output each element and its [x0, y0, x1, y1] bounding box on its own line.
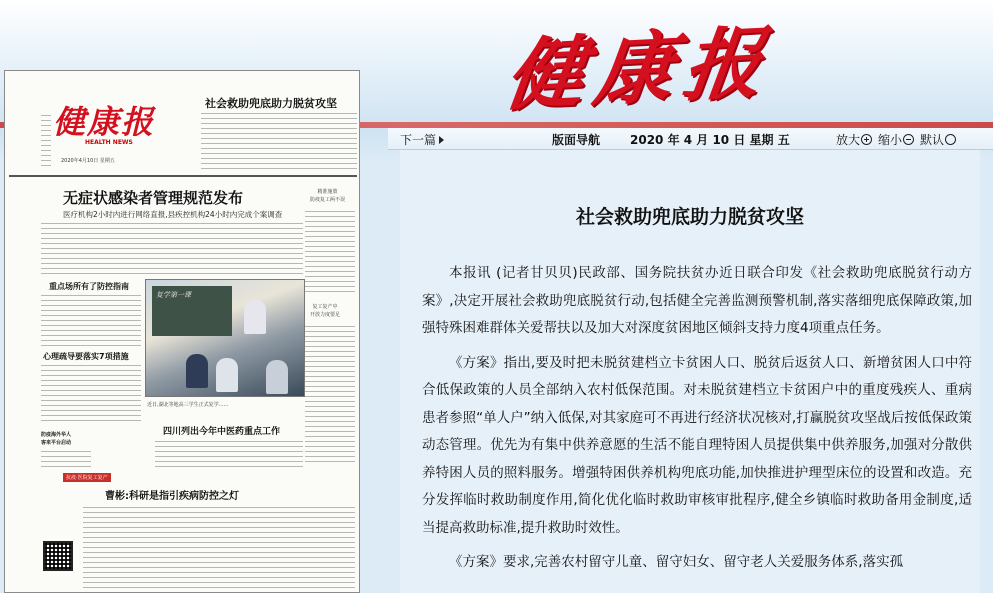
thumb-text-block: [41, 295, 141, 347]
thumb-divider: [9, 175, 357, 177]
triangle-right-icon: [439, 136, 444, 144]
article-navbar: [388, 128, 993, 150]
issue-date: 2020 年 4 月 10 日 星期 五: [630, 133, 790, 147]
article-paragraph: 《方案》指出,要及时把未脱贫建档立卡贫困人口、脱贫后返贫人口、新增贫困人口中符合低保政策的人员全部纳入农村低保范围。对未脱贫建档立卡贫困户中的重度残疾人、重病患者参照“单人户”纳入低保,对其家庭可不再进行经济状况核对,打赢脱贫攻坚战后按低保政策动态管理。优先为有集中供养意愿的生活不能自理特困人员提供集中供养服务,加强对分散供养特困人员的照料服务。增强特困供养机构兜底功能,加快推进护理型床位的设置和改造。充分发挥临时救助制度作用,简化优化临时救助审核审批程序,健全乡镇临时救助备用金制度,适当提高救助标准,提升救助时效性。: [422, 354, 972, 536]
thumb-headline-5[interactable]: 曹彬:科研是指引疾病防控之灯: [105, 491, 239, 502]
thumb-text-block: [41, 115, 51, 167]
thumb-main-headline[interactable]: 无症状感染者管理规范发布: [63, 189, 244, 207]
zoom-out-button[interactable]: 缩小: [878, 131, 914, 148]
thumb-text-block: [83, 507, 355, 591]
article-paragraph: 《方案》要求,完善农村留守儿童、留守妇女、留守老人关爱服务体系,落实孤: [449, 554, 904, 570]
thumb-photo: [145, 279, 305, 397]
thumb-text-block: [41, 223, 303, 275]
thumb-headline-6[interactable]: 防疫海外华人 客来平台启动: [41, 432, 72, 446]
article-paragraph: 本报讯 (记者甘贝贝)民政部、国务院扶贫办近日联合印发《社会救助兜底脱贫行动方案》,决定开展社会救助兜底脱贫行动,包括健全完善监测预警机制,落实落细兜底保障政策,加强特殊困难群体关爱帮扶以及加大对深度贫困地区倾斜支持力度4项重点任务。: [422, 265, 972, 336]
article-panel: [400, 150, 980, 593]
thumb-text-block: [41, 365, 141, 425]
thumb-photo-person: [216, 358, 238, 392]
thumb-subtitle: HEALTH NEWS: [85, 139, 133, 146]
next-article-link[interactable]: 下一篇: [400, 131, 444, 148]
zoom-in-button[interactable]: 放大: [836, 131, 872, 148]
newspaper-page-thumbnail[interactable]: [4, 70, 360, 593]
zoom-out-icon: [903, 134, 914, 145]
thumb-headline-3[interactable]: 心理疏导要落实7项措施: [43, 352, 129, 361]
thumb-qr-code: [43, 541, 73, 571]
thumb-logo: 健康报: [53, 103, 156, 141]
thumb-photo-person: [266, 360, 288, 394]
thumb-side-note-a: 精准施策 防疫复工两不误: [310, 189, 346, 203]
page-guide-link[interactable]: 版面导航: [552, 133, 601, 147]
thumb-section-tag: 抗疫·医院复工复产: [63, 473, 111, 482]
masthead-logo: [490, 8, 790, 122]
zoom-in-icon: [861, 134, 872, 145]
zoom-default-button[interactable]: 默认: [920, 131, 956, 148]
thumb-text-block: [201, 113, 357, 173]
thumb-date: 2020年4月10日 星期五: [61, 158, 115, 164]
thumb-top-headline[interactable]: 社会救助兜底助力脱贫攻坚: [205, 97, 337, 110]
thumb-text-block: [41, 451, 91, 471]
thumb-side-note-b: 复工复产中 开放力度要足: [310, 304, 341, 318]
article-title: 社会救助兜底助力脱贫攻坚: [575, 206, 804, 228]
thumb-photo-board: 复学第一课: [152, 286, 232, 336]
thumb-main-subheadline: 医疗机构2小时内进行网络直报,县疾控机构24小时内完成个案调查: [63, 210, 283, 219]
zoom-controls: [836, 131, 956, 148]
thumb-headline-4[interactable]: 四川列出今年中医药重点工作: [163, 427, 281, 437]
thumb-photo-caption: 近日,湖北等地高三学生正式复学……: [147, 402, 229, 408]
zoom-default-icon: [945, 134, 956, 145]
article-body: [422, 260, 972, 584]
thumb-text-block: [305, 326, 355, 466]
masthead-logo-text: 健康报: [500, 17, 778, 122]
thumb-text-block: [305, 211, 355, 296]
thumb-headline-2[interactable]: 重点场所有了防控指南: [49, 282, 129, 291]
thumb-text-block: [155, 441, 303, 471]
thumb-photo-person: [244, 300, 266, 334]
thumb-photo-person: [186, 354, 208, 388]
